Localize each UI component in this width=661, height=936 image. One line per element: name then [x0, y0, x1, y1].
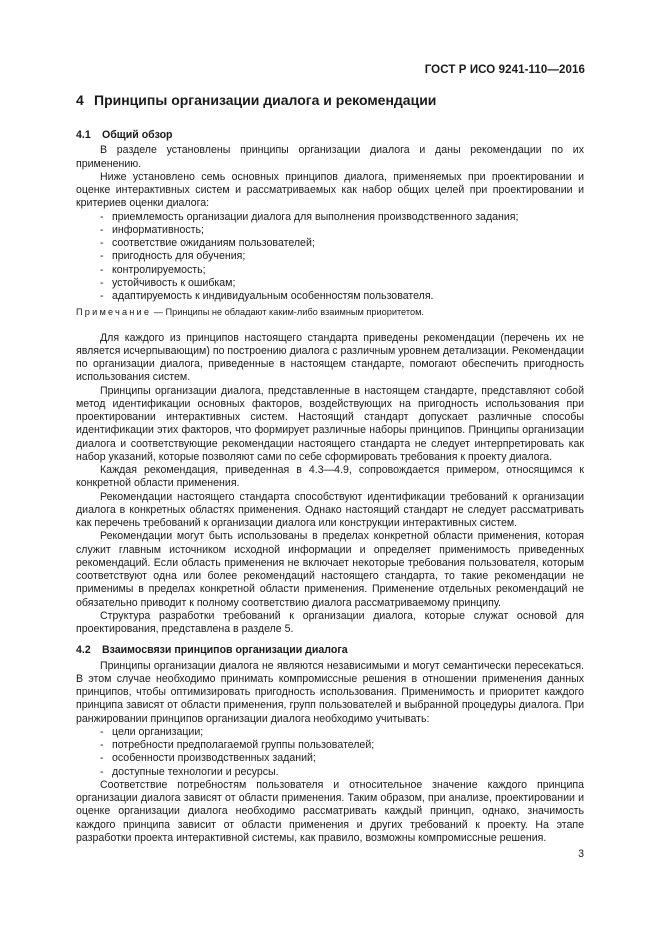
list-item: - потребности предполагаемой группы пользователей;	[100, 739, 375, 751]
list-item: - информативность;	[100, 223, 204, 236]
paragraph: Для каждого из принципов настоящего стандарта приведены рекомендации (перечень их не является исчерпывающим) по построению диалога с различным уровнем детализации. Рекомендации по организации диалога, приведенные в настоящем стандарте, помогают обеспечить пригодность использования систем.	[76, 331, 584, 384]
list-dash: -	[100, 725, 104, 738]
list-item: - доступные технологии и ресурсы.	[100, 765, 279, 778]
list-dash: -	[100, 250, 104, 263]
list-item: - пригодность для обучения;	[100, 250, 246, 263]
list-item: - особенности производственных заданий;	[100, 752, 316, 765]
paragraph: Принципы организации диалога не являются независимыми и могут семантически пересекаться. В этом случае необходимо принимать компромиссные решения в отношении применения данных принципов, чтобы оптимизировать пригодность использования. Применимость и приоритет каждого принципа зависят от области применения, групп пользователей и выбранной процедуры диалога. При ранжировании принципов организации диалога необходимо учитывать:	[76, 659, 584, 725]
section-title: Принципы организации диалога и рекомендации	[94, 92, 437, 108]
list-item: - цели организации;	[100, 725, 204, 738]
ranking-factors-list	[76, 726, 584, 779]
paragraph: Рекомендации могут быть использованы в пределах конкретной области применения, которая служит главным источником исходной информации и определяет применимость приведенных рекомендаций. Если область применения не включает некоторые требования пользователя, которым соответствуют одна или более рекомендаций настоящего стандарта, то такие рекомендации не применимы в пределах конкретной области применения. Применение отдельных рекомендаций не обязательно приводит к полному соответствию диалога рассматриваемому принципу.	[76, 530, 584, 609]
list-dash: -	[100, 263, 104, 276]
subsection-title: Общий обзор	[102, 129, 173, 141]
list-dash: -	[100, 290, 104, 302]
list-item: - контролируемость;	[100, 263, 206, 276]
list-item: - адаптируемость к индивидуальным особенностям пользователя.	[100, 290, 434, 302]
principles-list	[76, 211, 584, 304]
list-dash: -	[100, 739, 104, 751]
list-item: - соответствие ожиданиям пользователей;	[100, 237, 315, 249]
subsection-number: 4.2	[76, 644, 91, 657]
page-number: 3	[578, 848, 584, 860]
list-item: - устойчивость к ошибкам;	[100, 276, 236, 289]
list-dash: -	[100, 276, 104, 289]
list-dash: -	[100, 752, 104, 765]
subsection-title: Взаимосвязи принципов организации диалога	[102, 644, 348, 657]
note	[76, 306, 584, 319]
paragraph: Принципы организации диалога, представленные в настоящем стандарте, представляют собой метод идентификации основных факторов, воздействующих на пригодность использования при проектировании интерактивных систем. Настоящий стандарт допускает различные способы идентификации этих факторов, что формирует различные наборы принципов. Принципы организации диалога и соответствующие рекомендации настоящего стандарта не следует интерпретировать как набор указаний, которые позволяют сами по себе сформировать требования к проекту диалога.	[76, 384, 584, 463]
list-item: - приемлемость организации диалога для выполнения производственного задания;	[100, 210, 519, 223]
page-content	[76, 92, 584, 845]
list-dash: -	[100, 765, 104, 778]
list-dash: -	[100, 237, 104, 249]
paragraph: Ниже установлено семь основных принципов диалога, применяемых при проектировании и оценке интерактивных систем и рассматриваемых как набор общих целей при проектировании и критериев оценки диалога:	[76, 170, 584, 210]
paragraph: Соответствие потребностям пользователя и относительное значение каждого принципа организации диалога зависят от области применения. Таким образом, при анализе, проектировании и оценке организации диалога необходимо рассматривать каждый принцип, однако, значимость каждого принципа зависит от области применения и других требований к проекту. На этапе разработки проекта интерактивной системы, как правило, возможны компромиссные решения.	[76, 778, 584, 844]
paragraph: Каждая рекомендация, приведенная в 4.3—4.9, сопровождается примером, относящимся к конкретной области применения.	[76, 464, 584, 490]
subsection-heading-4-1	[76, 129, 584, 142]
section-number: 4	[76, 92, 84, 108]
paragraph: Рекомендации настоящего стандарта способствуют идентификации требований к организации диалога в конкретных областях применения. Однако настоящий стандарт не следует рассматривать как перечень требований к организации диалога или конструкции интерактивных систем.	[76, 490, 584, 529]
paragraph: Структура разработки требований к организации диалога, которые служат основой для проектирования, представлена в разделе 5.	[76, 609, 584, 635]
list-dash: -	[100, 223, 104, 236]
section-heading	[76, 92, 584, 109]
paragraph: В разделе установлены принципы организации диалога и даны рекомендации по их применению.	[76, 144, 584, 170]
subsection-heading-4-2	[76, 644, 584, 657]
note-label: Примечание	[76, 307, 152, 318]
subsection-number: 4.1	[76, 129, 91, 141]
spacer	[76, 636, 584, 644]
note-text: — Принципы не обладают каким-либо взаимным приоритетом.	[151, 307, 424, 318]
standard-designation: ГОСТ Р ИСО 9241-110—2016	[424, 64, 585, 76]
list-dash: -	[100, 210, 104, 223]
